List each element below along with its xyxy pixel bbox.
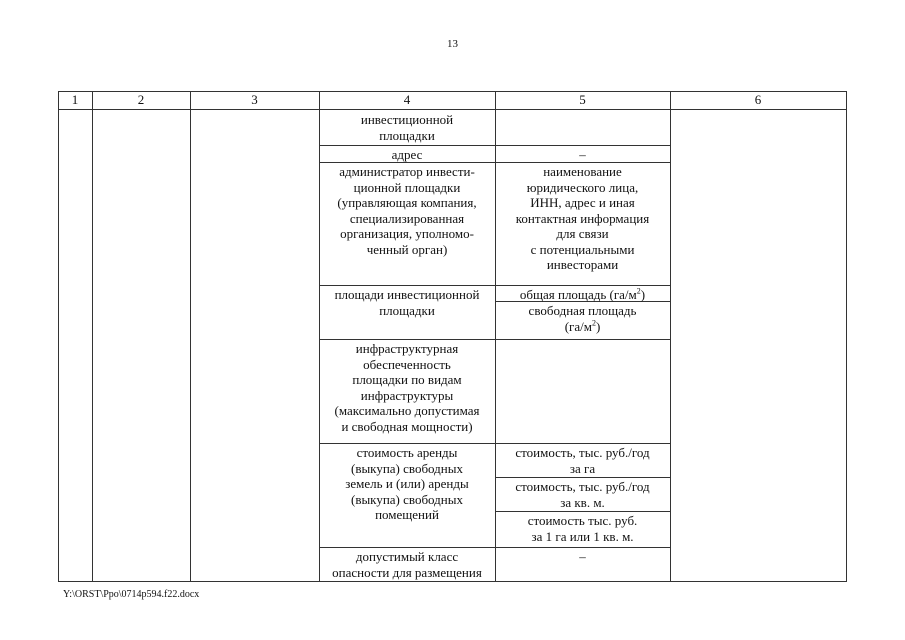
column-header-3: 3 bbox=[251, 92, 258, 107]
table-cell-format: стоимость, тыс. руб./год за кв. м. bbox=[515, 479, 650, 510]
file-path-footer: Y:\ORST\Ppo\0714p594.f22.docx bbox=[63, 589, 200, 600]
table-cell-indicator: инфраструктурная обеспеченность площадки по видам инфраструктуры (максимально допустимая и свободная мощности) bbox=[334, 341, 480, 434]
table-cell-indicator: площади инвестиционной площадки bbox=[334, 287, 480, 318]
column-header-1: 1 bbox=[71, 92, 79, 107]
table-cell-indicator: адрес bbox=[391, 147, 423, 162]
table-cell-indicator: инвестиционной площадки bbox=[360, 112, 454, 143]
table-cell-indicator: администратор инвести- ционной площадки (управляющая компания, специализированная организация, уполномо- ченный орган) bbox=[337, 164, 477, 257]
column-header-4: 4 bbox=[403, 92, 411, 107]
column-header-6: 6 bbox=[754, 92, 762, 107]
table-cell-format: – bbox=[579, 147, 586, 162]
table-cell-indicator: стоимость аренды (выкупа) свободных земель и (или) аренды (выкупа) свободных помещений bbox=[345, 445, 469, 522]
table-cell-format: – bbox=[579, 549, 586, 564]
table-cell-format: стоимость, тыс. руб./год за га bbox=[515, 445, 650, 476]
column-header-5: 5 bbox=[579, 92, 586, 107]
table-cell-format: стоимость тыс. руб. за 1 га или 1 кв. м. bbox=[527, 513, 638, 544]
table-cell-format: общая площадь $(га/м^2)$ bbox=[519, 286, 646, 302]
column-header-2: 2 bbox=[137, 92, 145, 107]
table-cell-format: наименование юридического лица, ИНН, адрес и иная контактная информация для связи с потенциальными инвесторами bbox=[515, 164, 650, 272]
table-cell-indicator: допустимый класс опасности для размещения bbox=[332, 549, 482, 580]
table-cell-format: свободная площадь $(га/м^2)$ bbox=[528, 303, 637, 334]
page-number: 13 bbox=[447, 38, 458, 50]
